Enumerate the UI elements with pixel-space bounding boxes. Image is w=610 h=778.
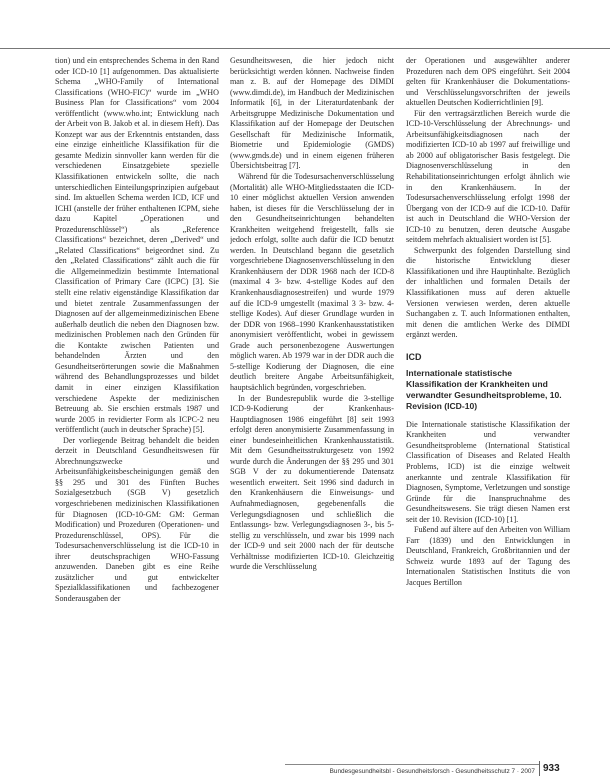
- paragraph: Während für die Todesursachenverschlüsselung (Mortalität) alle WHO-Mitgliedsstaaten die ICD-10 einer möglichst aktuellen Version anwenden haben, ist dieses für die Verschlüsselung der in den Gesundheitseinrichtungen behandelten Krankheiten weitgehend freigestellt, falls sie jedoch erfolgt, sollte auch dafür die ICD benutzt werden. In Deutschland begann die gesetzlich vorgeschriebene Diagnosenverschlüsselung in den Krankenhäusern der DDR 1968 nach der ICD-8 (maximal 4 3- bzw. 4-stellige Kodes auf den Krankenhausdiagnosestreifen) und wurde 1979 auf die ICD-9 umgestellt (maximal 3 3- bzw. 4-stellige Kodes). Auf dieser Grundlage wurden in der DDR von 1968–1990 Krankenhausstatistiken anonymisiert veröffentlicht, wobei in gewissem Grade auch personenbezogene Auswertungen möglich waren. Ab 1979 war in der DDR auch die 5-stellige Kodierung der Diagnosen, die eine deutlich breitere Angabe Arbeitsunfähigkeit, hauptsächlich begründen, vorgeschrieben.: [230, 172, 394, 392]
- paragraph: Der vorliegende Beitrag behandelt die beiden derzeit in Deutschland Gesundheitswesen für Abrechnungszwecke und Arbeitsunfähigkeitsbescheinigungen gemäß den §§ 295 und 301 des Fünften Buches Sozialgesetzbuch (SGB V) gesetzlich vorgeschriebenen medizinischen Klassifikationen für Diagnosen (ICD-10-GM: GM: German Modification) und Prozeduren (Operationen- und Prozedurenschlüssel, OPS). Für die Todesursachenverschlüsselung ist die ICD-10 in ihrer deutschsprachigen WHO-Fassung anzuwenden. Daneben gibt es eine Reihe zusätzlicher und gut entwickelter Spezialklassifikationen und fachbezogener Sonderausgaben der: [55, 435, 219, 603]
- column-1: [55, 56, 219, 740]
- footer-rule: [285, 764, 540, 765]
- paragraph: Für den vertragsärztlichen Bereich wurde die ICD-10-Verschlüsselung der Abrechnungs- und Arbeitsunfähigkeitsdiagnosen nach der modifizierten ICD-10 ab 1997 auf freiwillige und ab 2000 auf obligatorischer Basis festgelegt. Die Diagnosenverschlüsselung in den Rehabilitationseinrichtungen erfolgt ähnlich wie in den Krankenhäusern. In der Todesursachenverschlüsselung erfolgt 1998 der Übergang von der ICD-9 auf die ICD-10. Dafür ist auch in Deutschland die WHO-Version der ICD-10 zu benutzen, deren deutsche Ausgabe seitdem mehrfach aktualisiert worden ist [5].: [406, 108, 570, 245]
- paragraph: Gesundheitswesen, die hier jedoch nicht berücksichtigt werden können. Nachweise finden man z. B. auf der Homepage des DIMDI (www.dimdi.de), im Handbuch der Medizinischen Informatik [6], in der Literaturdatenbank der Arbeitsgruppe Medizinische Dokumentation und Klassifikation auf der Homepage der Deutschen Gesellschaft für Medizinische Informatik, Biometrie und Epidemiologie (GMDS) (www.gmds.de) und in einem eigenen früheren Übersichtsbeitrag [7].: [230, 56, 394, 171]
- column-2: [230, 56, 394, 740]
- column-3: [406, 56, 570, 740]
- paragraph: In der Bundesrepublik wurde die 3-stellige ICD-9-Kodierung der Krankenhaus-Hauptdiagnosen 1986 eingeführt [8] seit 1993 erfolgt deren anonymisierte Zusammenfassung in einer bundeseinheitlichen Krankenhausstatistik. Mit dem Gesundheitsstrukturgesetz von 1992 wurde durch die Änderungen der §§ 295 und 301 SGB V der zu dokumentierende Datensatz wesentlich erweitert. Seit 1996 sind dadurch in den Krankenhäusern die Einweisungs- und Aufnahmediagnosen, gegebenenfalls die Verlegungsdiagnosen und schließlich die Entlassungs- bzw. Verlegungsdiagnosen 3-, bis 5-stellig zu verschlüsseln, und zwar bis 1999 nach der ICD-9 und seit 2000 nach der für deutsche Verhältnisse modifizierten ICD-10. Gleichzeitig wurde die Verschlüsselung: [230, 393, 394, 572]
- page-number: 933: [543, 763, 560, 774]
- paragraph: Fußend auf ältere auf den Arbeiten von William Farr (1839) und den Entwicklungen in Deutschland, Frankreich, Großbritannien und der Schweiz wurde 1893 auf der Tagung des Internationalen Statistischen Instituts die von Jacques Bertillon: [406, 525, 570, 587]
- paragraph: tion) und ein entsprechendes Schema in den Rand oder ICD-10 [1] aufgenommen. Das aktualisierte Schema „WHO-Family of International Classifications (WHO-FIC)“ wurde im „WHO Business Plan for Classifications“ vom 2004 veröffentlicht (www.who.int; Entwicklung nach der Arbeit von B. Jakob et al. in diesem Heft). Das Konzept war aus der Erkenntnis entstanden, dass eine einzige einheitliche Klassifikation für die gesamte Medizin sinnvoller kann werden für die verschiedenen Einsatzgebiete spezielle Klassifikationen entwickeln sollte, die nach unterschiedlichen Einteilungsprinzipien aufgebaut sind. Im aktuellen Schema werden ICD, ICF und ICHI (anstelle der früher enthaltenen ICPM, siehe dazu Kapitel „Operationen und Prozedurenschlüssel“) als „Reference Classifications“ bezeichnet, deren „Derived“ und „Related Classifications“ beigeordnet sind. Zu den „Related Classifications“ zählt auch die für die Allgemeinmedizin bestimmte International Classification of Primary Care (ICPC) [3]. Sie stellt eine relativ eigenständige Klassifikation dar und bietet zentrale Zusammenfassungen der Diagnosen auf der allgemeinmedizinischen Ebene außerhalb deutlich die neben den Diagnosen bzw. medizinischen Problemen nach den Gründen für die Kontakte zwischen Patienten und behandelnden Ärzten und den Gesundheitserörterungen sowie die Maßnahmen während des Behandlungsprozesses und bildet damit in einer einzigen Klassifikation verschiedene Aspekte der medizinischen Betreuung ab. Sie erschien erstmals 1987 und wurde 2005 in revidierter Form als ICPC-2 neu veröffentlicht (auch in deutscher Sprache) [5].: [55, 56, 219, 435]
- paragraph: Die Internationale statistische Klassifikation der Krankheiten und verwandter Gesundheitsprobleme (International Statistical Classification of Diseases and Related Health Problems, ICD) ist die einzige weltweit anerkannte und zentrale Klassifikation für Diagnosen, Symptome, Verletzungen und sonstige Gründe für die Inanspruchnahme des Gesundheitswesens. Sie trägt diesen Namen erst seit der 10. Revision (ICD-10) [1].: [406, 419, 570, 524]
- top-rule: [0, 48, 610, 49]
- section-label: ICD: [406, 351, 422, 362]
- footer-separator: [539, 761, 540, 776]
- section-title: Internationale statistische Klassifikation der Krankheiten und verwandter Gesundheitsprobleme, 10. Revision (ICD-10): [406, 367, 562, 411]
- journal-citation: Bundesgesundheitsbl - Gesundheitsforsch - Gesundheitsschutz 7 · 2007: [329, 768, 535, 775]
- paragraph: Schwerpunkt des folgenden Darstellung sind die historische Entwicklung dieser Klassifikationen und ihre Hauptinhalte. Bezüglich der inhaltlichen und formalen Details der Klassifikationen muss auf deren aktuelle Versionen verwiesen werden, deren aktuelle Suchangaben z. T. auch Informationen enthalten, mit denen die amtlichen Werke des DIMDI ergänzt werden.: [406, 245, 570, 340]
- paragraph: der Operationen und ausgewählter anderer Prozeduren nach dem OPS eingeführt. Seit 2004 gelten für Krankenhäuser die Dokumentations- und Verschlüsselungsvorschriften der jeweils aktuellen Deutschen Kodierrichtlinien [9].: [406, 56, 570, 108]
